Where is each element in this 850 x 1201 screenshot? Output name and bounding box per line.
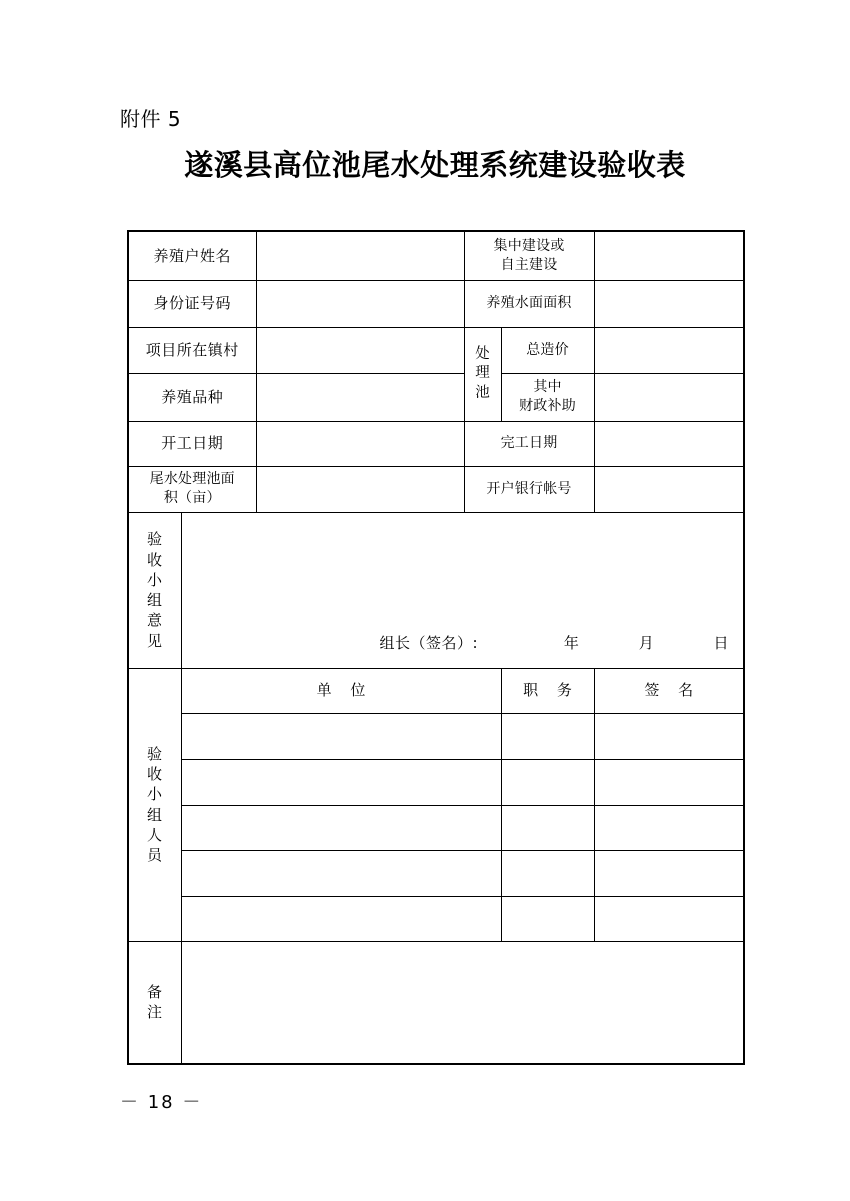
page-number-footer: － 18 － (120, 1092, 203, 1113)
member-unit-cell[interactable] (181, 713, 501, 759)
member-unit-cell[interactable] (181, 896, 501, 941)
label-acceptance-opinion (128, 512, 181, 668)
label-treatment-pond-char-1: 处 (475, 345, 490, 362)
table-row-member (128, 759, 744, 805)
label-treatment-pond-char-3: 池 (475, 384, 490, 401)
table-row-remarks (128, 941, 744, 1064)
remarks-content-area[interactable] (181, 941, 744, 1064)
table-row-id-number (128, 280, 744, 327)
table-row-breeding-variety (128, 373, 744, 421)
value-bank-account[interactable] (594, 466, 744, 512)
value-water-surface-area[interactable] (594, 280, 744, 327)
member-position-cell[interactable] (501, 896, 594, 941)
member-position-cell[interactable] (501, 805, 594, 850)
label-tailwater-pond-area (128, 466, 256, 512)
label-construction-type (464, 231, 594, 280)
table-row-acceptance-opinion (128, 512, 744, 668)
value-owner-name[interactable] (256, 231, 464, 280)
date-day-label: 日 (713, 634, 730, 653)
label-acceptance-members-char-4: 组 (146, 805, 163, 824)
value-total-cost[interactable] (594, 327, 744, 373)
acceptance-form-table (127, 230, 745, 1065)
label-acceptance-opinion-char-3: 小 (146, 570, 163, 589)
member-signature-cell[interactable] (594, 850, 744, 896)
acceptance-opinion-content-area[interactable] (181, 512, 744, 668)
value-tailwater-pond-area[interactable] (256, 466, 464, 512)
label-start-date: 开工日期 (128, 421, 256, 466)
table-row-owner-name (128, 231, 744, 280)
table-row-start-date (128, 421, 744, 466)
column-header-signature: 签 名 (594, 668, 744, 713)
table-row-member (128, 850, 744, 896)
member-position-cell[interactable] (501, 759, 594, 805)
label-remarks-char-1: 备 (146, 983, 163, 1001)
label-acceptance-members-char-6: 员 (146, 846, 163, 864)
date-year-label: 年 (563, 634, 580, 653)
value-breeding-variety[interactable] (256, 373, 464, 421)
label-owner-name: 养殖户姓名 (128, 231, 256, 280)
label-tailwater-pond-area-line2: 积（亩） (163, 490, 221, 506)
label-acceptance-opinion-char-5: 意 (146, 611, 163, 630)
label-acceptance-members-char-2: 收 (146, 765, 163, 783)
opinion-signature-row (182, 633, 744, 653)
member-signature-cell[interactable] (594, 713, 744, 759)
label-project-location: 项目所在镇村 (128, 327, 256, 373)
member-position-cell[interactable] (501, 713, 594, 759)
leader-signature-label: 组长（签名）: (379, 634, 479, 653)
member-signature-cell[interactable] (594, 896, 744, 941)
date-month-label: 月 (638, 634, 655, 653)
table-row-project-location (128, 327, 744, 373)
value-fiscal-subsidy[interactable] (594, 373, 744, 421)
label-fiscal-subsidy-line1: 其中 (533, 379, 562, 396)
member-signature-cell[interactable] (594, 805, 744, 850)
label-fiscal-subsidy (501, 373, 594, 421)
label-acceptance-opinion-char-6: 见 (146, 631, 163, 650)
label-treatment-pond-char-2: 理 (475, 365, 490, 382)
member-unit-cell[interactable] (181, 805, 501, 850)
column-header-position: 职 务 (501, 668, 594, 713)
label-breeding-variety: 养殖品种 (128, 373, 256, 421)
label-id-number: 身份证号码 (128, 280, 256, 327)
label-tailwater-pond-area-line1: 尾水处理池面 (149, 471, 235, 488)
table-row-member (128, 805, 744, 850)
member-unit-cell[interactable] (181, 850, 501, 896)
label-acceptance-members-char-1: 验 (146, 744, 163, 763)
label-construction-type-line2: 自主建设 (500, 256, 558, 273)
label-treatment-pond (464, 327, 501, 421)
member-position-cell[interactable] (501, 850, 594, 896)
label-acceptance-opinion-char-1: 验 (146, 530, 163, 549)
label-bank-account: 开户银行帐号 (464, 466, 594, 512)
label-acceptance-members-char-3: 小 (146, 785, 163, 804)
members-header-row (128, 668, 744, 713)
label-fiscal-subsidy-line2: 财政补助 (519, 398, 576, 414)
label-total-cost: 总造价 (501, 327, 594, 373)
label-acceptance-opinion-char-4: 组 (146, 591, 163, 609)
table-row-member (128, 896, 744, 941)
label-construction-type-line1: 集中建设或 (493, 237, 565, 254)
attachment-label: 附件 5 (120, 107, 182, 131)
value-construction-type[interactable] (594, 231, 744, 280)
label-acceptance-members-char-5: 人 (146, 825, 163, 844)
value-id-number[interactable] (256, 280, 464, 327)
table-row-member (128, 713, 744, 759)
column-header-unit: 单 位 (181, 668, 501, 713)
value-completion-date[interactable] (594, 421, 744, 466)
label-water-surface-area: 养殖水面面积 (464, 280, 594, 327)
page-title: 遂溪县高位池尾水处理系统建设验收表 (184, 148, 686, 182)
member-signature-cell[interactable] (594, 759, 744, 805)
label-remarks (128, 941, 181, 1064)
member-unit-cell[interactable] (181, 759, 501, 805)
label-completion-date: 完工日期 (464, 421, 594, 466)
value-project-location[interactable] (256, 327, 464, 373)
opinion-date-fields (564, 633, 729, 653)
table-row-pond-area (128, 466, 744, 512)
label-acceptance-opinion-char-2: 收 (146, 550, 163, 569)
label-remarks-char-2: 注 (146, 1003, 163, 1022)
label-acceptance-members (128, 668, 181, 941)
value-start-date[interactable] (256, 421, 464, 466)
